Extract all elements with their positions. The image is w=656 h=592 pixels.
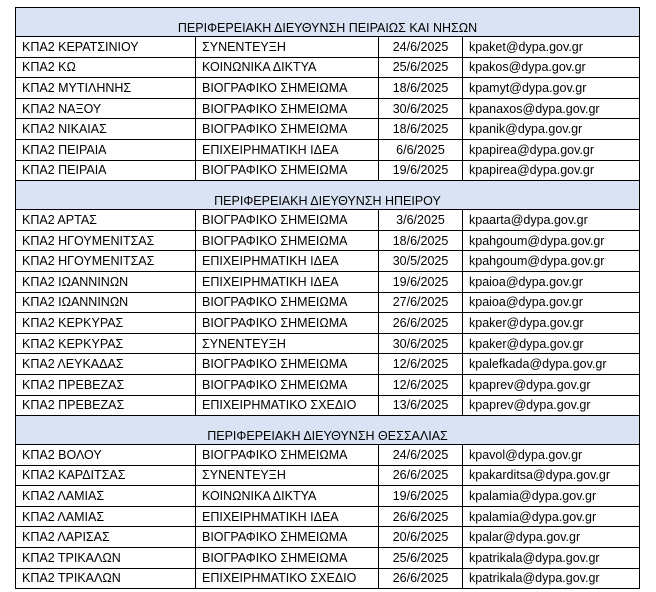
email-cell: kpalamia@dypa.gov.gr [463, 506, 640, 527]
table-body [16, 8, 640, 589]
table-row [16, 354, 640, 375]
date-cell: 26/6/2025 [379, 465, 463, 486]
topic-cell: ΣΥΝΕΝΤΕΥΞΗ [196, 333, 379, 354]
topic-cell: ΒΙΟΓΡΑΦΙΚΟ ΣΗΜΕΙΩΜΑ [196, 210, 379, 231]
table-row [16, 374, 640, 395]
email-cell: kpaprev@dypa.gov.gr [463, 395, 640, 416]
email-cell: kpaker@dypa.gov.gr [463, 333, 640, 354]
office-cell: ΚΠΑ2 ΚΕΡΑΤΣΙΝΙΟΥ [16, 37, 196, 58]
office-cell: ΚΠΑ2 ΝΙΚΑΙΑΣ [16, 119, 196, 140]
email-cell: kpakos@dypa.gov.gr [463, 57, 640, 78]
topic-cell: ΒΙΟΓΡΑΦΙΚΟ ΣΗΜΕΙΩΜΑ [196, 230, 379, 251]
section-title: ΠΕΡΙΦΕΡΕΙΑΚΗ ΔΙΕΥΘΥΝΣΗ ΗΠΕΙΡΟΥ [16, 181, 640, 210]
office-cell: ΚΠΑ2 ΛΑΜΙΑΣ [16, 506, 196, 527]
date-cell: 26/6/2025 [379, 313, 463, 334]
topic-cell: ΕΠΙΧΕΙΡΗΜΑΤΙΚΟ ΣΧΕΔΙΟ [196, 395, 379, 416]
office-cell: ΚΠΑ2 ΠΕΙΡΑΙΑ [16, 160, 196, 181]
email-cell: kpanaxos@dypa.gov.gr [463, 98, 640, 119]
table-row [16, 37, 640, 58]
topic-cell: ΒΙΟΓΡΑΦΙΚΟ ΣΗΜΕΙΩΜΑ [196, 445, 379, 466]
topic-cell: ΕΠΙΧΕΙΡΗΜΑΤΙΚΗ ΙΔΕΑ [196, 271, 379, 292]
table-row [16, 271, 640, 292]
table-row [16, 78, 640, 99]
date-cell: 3/6/2025 [379, 210, 463, 231]
email-cell: kpaioa@dypa.gov.gr [463, 271, 640, 292]
email-cell: kpalar@dypa.gov.gr [463, 527, 640, 548]
office-cell: ΚΠΑ2 ΜΥΤΙΛΗΝΗΣ [16, 78, 196, 99]
email-cell: kpamyt@dypa.gov.gr [463, 78, 640, 99]
office-cell: ΚΠΑ2 ΒΟΛΟΥ [16, 445, 196, 466]
table-row [16, 548, 640, 569]
email-cell: kpaarta@dypa.gov.gr [463, 210, 640, 231]
topic-cell: ΚΟΙΝΩΝΙΚΑ ΔΙΚΤΥΑ [196, 486, 379, 507]
date-cell: 25/6/2025 [379, 548, 463, 569]
date-cell: 27/6/2025 [379, 292, 463, 313]
email-cell: kpatrikala@dypa.gov.gr [463, 548, 640, 569]
date-cell: 30/5/2025 [379, 251, 463, 272]
table-row [16, 527, 640, 548]
table-row [16, 506, 640, 527]
office-cell: ΚΠΑ2 ΙΩΑΝΝΙΝΩΝ [16, 271, 196, 292]
email-cell: kpaioa@dypa.gov.gr [463, 292, 640, 313]
date-cell: 30/6/2025 [379, 333, 463, 354]
topic-cell: ΒΙΟΓΡΑΦΙΚΟ ΣΗΜΕΙΩΜΑ [196, 119, 379, 140]
topic-cell: ΕΠΙΧΕΙΡΗΜΑΤΙΚΗ ΙΔΕΑ [196, 251, 379, 272]
email-cell: kpalamia@dypa.gov.gr [463, 486, 640, 507]
office-cell: ΚΠΑ2 ΛΑΡΙΣΑΣ [16, 527, 196, 548]
topic-cell: ΒΙΟΓΡΑΦΙΚΟ ΣΗΜΕΙΩΜΑ [196, 374, 379, 395]
topic-cell: ΚΟΙΝΩΝΙΚΑ ΔΙΚΤΥΑ [196, 57, 379, 78]
email-cell: kpalefkada@dypa.gov.gr [463, 354, 640, 375]
office-cell: ΚΠΑ2 ΚΩ [16, 57, 196, 78]
date-cell: 6/6/2025 [379, 139, 463, 160]
email-cell: kpaprev@dypa.gov.gr [463, 374, 640, 395]
email-cell: kpapirea@dypa.gov.gr [463, 139, 640, 160]
date-cell: 12/6/2025 [379, 354, 463, 375]
email-cell: kpahgoum@dypa.gov.gr [463, 251, 640, 272]
office-cell: ΚΠΑ2 ΗΓΟΥΜΕΝΙΤΣΑΣ [16, 230, 196, 251]
email-cell: kpaker@dypa.gov.gr [463, 313, 640, 334]
topic-cell: ΣΥΝΕΝΤΕΥΞΗ [196, 37, 379, 58]
office-cell: ΚΠΑ2 ΠΕΙΡΑΙΑ [16, 139, 196, 160]
section-title: ΠΕΡΙΦΕΡΕΙΑΚΗ ΔΙΕΥΘΥΝΣΗ ΠΕΙΡΑΙΩΣ ΚΑΙ ΝΗΣΩΝ [16, 8, 640, 37]
table-row [16, 486, 640, 507]
office-cell: ΚΠΑ2 ΑΡΤΑΣ [16, 210, 196, 231]
topic-cell: ΒΙΟΓΡΑΦΙΚΟ ΣΗΜΕΙΩΜΑ [196, 354, 379, 375]
office-cell: ΚΠΑ2 ΚΕΡΚΥΡΑΣ [16, 313, 196, 334]
office-cell: ΚΠΑ2 ΤΡΙΚΑΛΩΝ [16, 548, 196, 569]
office-cell: ΚΠΑ2 ΝΑΞΟΥ [16, 98, 196, 119]
seminar-schedule-table [15, 7, 640, 589]
email-cell: kpavol@dypa.gov.gr [463, 445, 640, 466]
table-row [16, 313, 640, 334]
email-cell: kpanik@dypa.gov.gr [463, 119, 640, 140]
table-row [16, 139, 640, 160]
email-cell: kpakarditsa@dypa.gov.gr [463, 465, 640, 486]
table-row [16, 119, 640, 140]
date-cell: 30/6/2025 [379, 98, 463, 119]
topic-cell: ΒΙΟΓΡΑΦΙΚΟ ΣΗΜΕΙΩΜΑ [196, 527, 379, 548]
topic-cell: ΒΙΟΓΡΑΦΙΚΟ ΣΗΜΕΙΩΜΑ [196, 160, 379, 181]
table-row [16, 445, 640, 466]
topic-cell: ΒΙΟΓΡΑΦΙΚΟ ΣΗΜΕΙΩΜΑ [196, 313, 379, 334]
office-cell: ΚΠΑ2 ΗΓΟΥΜΕΝΙΤΣΑΣ [16, 251, 196, 272]
topic-cell: ΕΠΙΧΕΙΡΗΜΑΤΙΚΗ ΙΔΕΑ [196, 139, 379, 160]
section-header-row [16, 181, 640, 210]
office-cell: ΚΠΑ2 ΤΡΙΚΑΛΩΝ [16, 568, 196, 589]
date-cell: 26/6/2025 [379, 568, 463, 589]
email-cell: kpaket@dypa.gov.gr [463, 37, 640, 58]
section-title: ΠΕΡΙΦΕΡΕΙΑΚΗ ΔΙΕΥΘΥΝΣΗ ΘΕΣΣΑΛΙΑΣ [16, 416, 640, 445]
office-cell: ΚΠΑ2 ΚΕΡΚΥΡΑΣ [16, 333, 196, 354]
table-row [16, 395, 640, 416]
date-cell: 18/6/2025 [379, 78, 463, 99]
topic-cell: ΕΠΙΧΕΙΡΗΜΑΤΙΚΗ ΙΔΕΑ [196, 506, 379, 527]
table-row [16, 210, 640, 231]
date-cell: 24/6/2025 [379, 37, 463, 58]
table-row [16, 98, 640, 119]
table-row [16, 251, 640, 272]
date-cell: 20/6/2025 [379, 527, 463, 548]
office-cell: ΚΠΑ2 ΠΡΕΒΕΖΑΣ [16, 395, 196, 416]
table-row [16, 568, 640, 589]
office-cell: ΚΠΑ2 ΛΑΜΙΑΣ [16, 486, 196, 507]
date-cell: 18/6/2025 [379, 230, 463, 251]
date-cell: 12/6/2025 [379, 374, 463, 395]
office-cell: ΚΠΑ2 ΠΡΕΒΕΖΑΣ [16, 374, 196, 395]
date-cell: 25/6/2025 [379, 57, 463, 78]
topic-cell: ΣΥΝΕΝΤΕΥΞΗ [196, 465, 379, 486]
topic-cell: ΒΙΟΓΡΑΦΙΚΟ ΣΗΜΕΙΩΜΑ [196, 292, 379, 313]
table-row [16, 57, 640, 78]
table-row [16, 160, 640, 181]
date-cell: 13/6/2025 [379, 395, 463, 416]
topic-cell: ΒΙΟΓΡΑΦΙΚΟ ΣΗΜΕΙΩΜΑ [196, 548, 379, 569]
office-cell: ΚΠΑ2 ΚΑΡΔΙΤΣΑΣ [16, 465, 196, 486]
table-row [16, 292, 640, 313]
date-cell: 19/6/2025 [379, 271, 463, 292]
table-row [16, 230, 640, 251]
table-row [16, 333, 640, 354]
date-cell: 18/6/2025 [379, 119, 463, 140]
section-header-row [16, 8, 640, 37]
topic-cell: ΒΙΟΓΡΑΦΙΚΟ ΣΗΜΕΙΩΜΑ [196, 78, 379, 99]
email-cell: kpatrikala@dypa.gov.gr [463, 568, 640, 589]
date-cell: 19/6/2025 [379, 486, 463, 507]
table-row [16, 465, 640, 486]
office-cell: ΚΠΑ2 ΙΩΑΝΝΙΝΩΝ [16, 292, 196, 313]
section-header-row [16, 416, 640, 445]
topic-cell: ΕΠΙΧΕΙΡΗΜΑΤΙΚΟ ΣΧΕΔΙΟ [196, 568, 379, 589]
date-cell: 26/6/2025 [379, 506, 463, 527]
date-cell: 24/6/2025 [379, 445, 463, 466]
email-cell: kpapirea@dypa.gov.gr [463, 160, 640, 181]
office-cell: ΚΠΑ2 ΛΕΥΚΑΔΑΣ [16, 354, 196, 375]
topic-cell: ΒΙΟΓΡΑΦΙΚΟ ΣΗΜΕΙΩΜΑ [196, 98, 379, 119]
email-cell: kpahgoum@dypa.gov.gr [463, 230, 640, 251]
date-cell: 19/6/2025 [379, 160, 463, 181]
